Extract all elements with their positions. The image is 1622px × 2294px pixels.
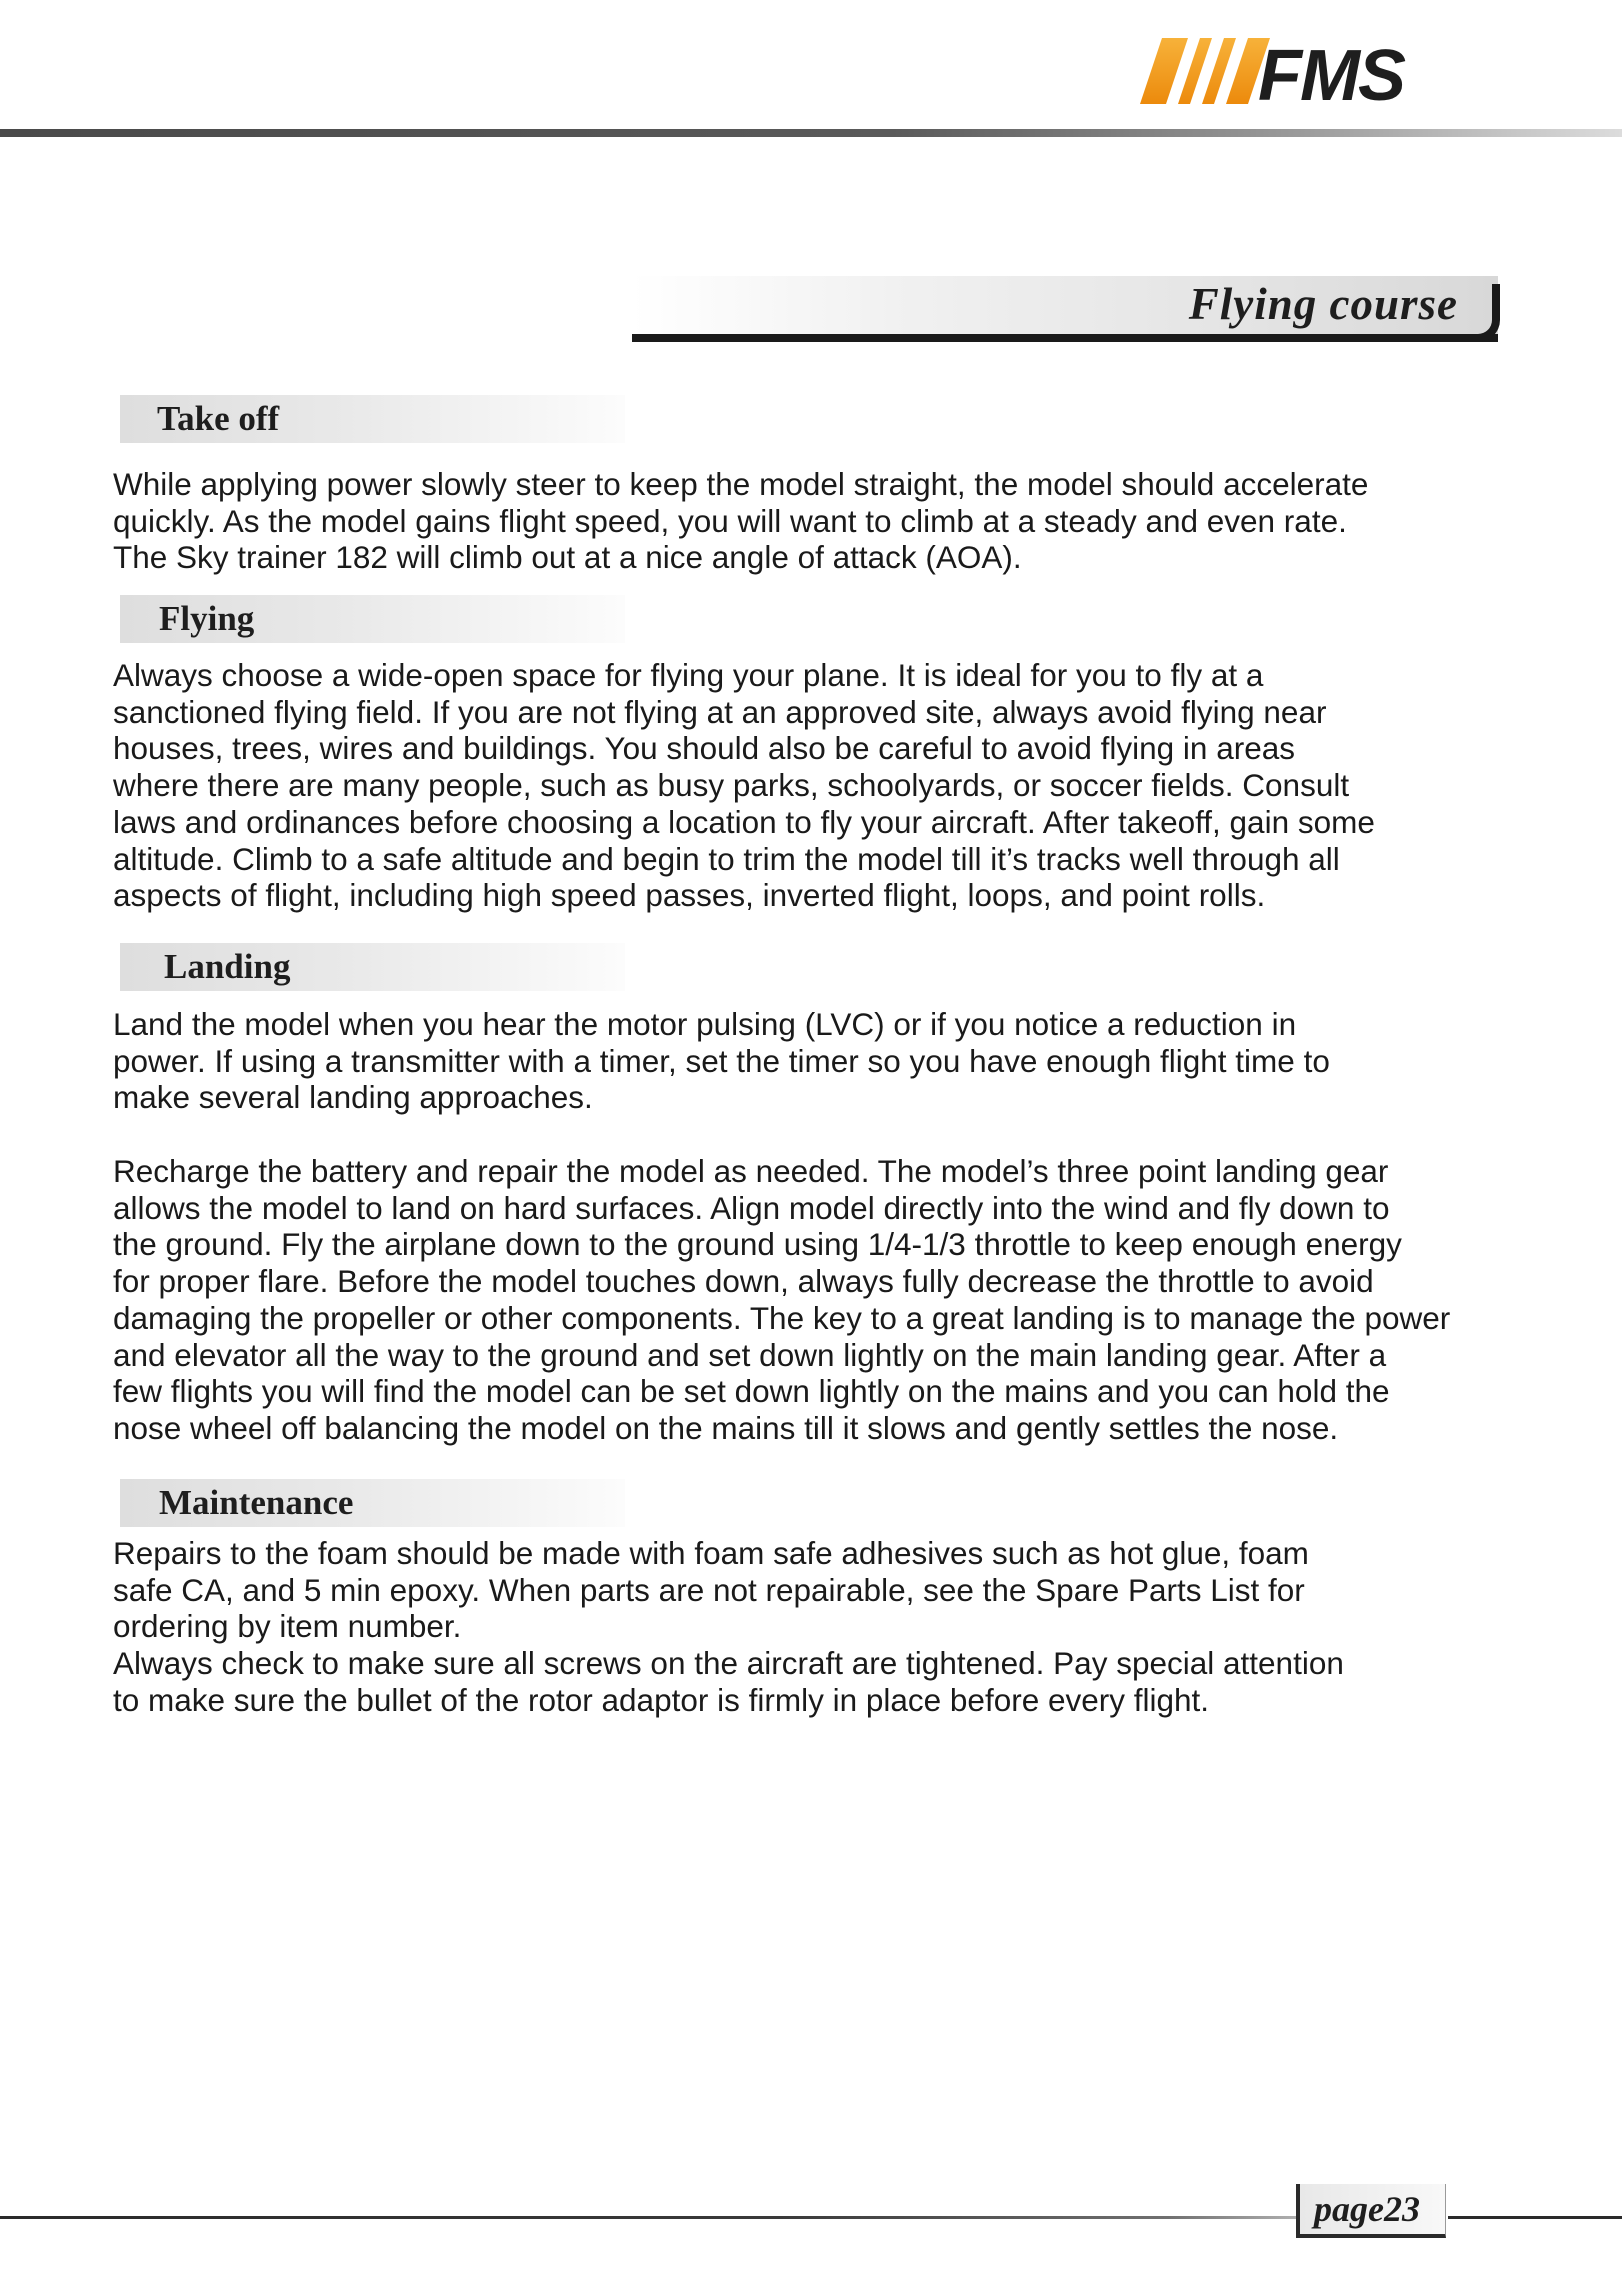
text-line: Always check to make sure all screws on the aircraft are tightened. Pay special attention [113, 1645, 1344, 1682]
text-line: Repairs to the foam should be made with foam safe adhesives such as hot glue, foam [113, 1535, 1309, 1571]
subheading-maintenance [120, 1479, 625, 1527]
subheading-label: Take off [157, 399, 280, 438]
subheading-take-off [120, 395, 625, 443]
paragraph-landing-1 [113, 1006, 1593, 1116]
subheading-label: Maintenance [159, 1483, 354, 1522]
section-banner-underline [632, 334, 1498, 342]
footer-rule-right [1448, 2216, 1622, 2219]
text-line: damaging the propeller or other components. The key to a great landing is to manage the power [113, 1299, 1451, 1336]
text-line: and elevator all the way to the ground and set down lightly on the main landing gear. After a [113, 1336, 1387, 1373]
text-line: The Sky trainer 182 will climb out at a nice angle of attack (AOA). [113, 539, 1022, 576]
text-line: aspects of flight, including high speed passes, inverted flight, loops, and point rolls. [113, 877, 1266, 914]
footer-rule [0, 2216, 1298, 2219]
text-line: houses, trees, wires and buildings. You should also be careful to avoid flying in areas [113, 730, 1295, 767]
subheading-landing [120, 943, 625, 991]
subheading-flying [120, 595, 625, 643]
text-line: few flights you will find the model can be set down lightly on the mains and you can hold the [113, 1373, 1390, 1410]
text-line: Recharge the battery and repair the model as needed. The model’s three point landing gear [113, 1153, 1389, 1189]
fms-logo-text: FMS [1258, 36, 1404, 110]
text-line: allows the model to land on hard surfaces. Align model directly into the wind and fly down to [113, 1189, 1390, 1226]
text-line: quickly. As the model gains flight speed, you will want to climb at a steady and even rate. [113, 502, 1347, 539]
text-line: While applying power slowly steer to keep the model straight, the model should accelerate [113, 466, 1369, 502]
paragraph-flying [113, 657, 1593, 914]
subheading-label: Flying [159, 599, 255, 638]
paragraph-maintenance [113, 1535, 1593, 1719]
text-line: safe CA, and 5 min epoxy. When parts are not repairable, see the Spare Parts List for [113, 1571, 1305, 1608]
fms-logo [1140, 34, 1470, 110]
section-banner [632, 272, 1512, 346]
text-line: laws and ordinances before choosing a location to fly your aircraft. After takeoff, gain some [113, 803, 1375, 840]
text-line: ordering by item number. [113, 1608, 462, 1645]
text-line: where there are many people, such as busy parks, schoolyards, or soccer fields. Consult [113, 767, 1350, 804]
paragraph-take-off [113, 466, 1593, 576]
page-number-box [1296, 2184, 1446, 2238]
text-line: power. If using a transmitter with a timer, set the timer so you have enough flight time to [113, 1042, 1330, 1079]
text-line: for proper flare. Before the model touches down, always fully decrease the throttle to avoid [113, 1263, 1374, 1300]
paragraph-landing-2 [113, 1153, 1593, 1447]
subheading-label: Landing [164, 947, 291, 986]
text-line: Always choose a wide-open space for flying your plane. It is ideal for you to fly at a [113, 657, 1264, 693]
text-line: altitude. Climb to a safe altitude and begin to trim the model till it’s tracks well through all [113, 840, 1340, 877]
text-line: nose wheel off balancing the model on the mains till it slows and gently settles the nose. [113, 1409, 1339, 1446]
text-line: sanctioned flying field. If you are not flying at an approved site, always avoid flying near [113, 693, 1327, 730]
page-number: page23 [1314, 2189, 1420, 2229]
section-title: Flying course [1188, 279, 1458, 329]
text-line: the ground. Fly the airplane down to the ground using 1/4-1/3 throttle to keep enough energy [113, 1226, 1402, 1263]
fms-logo-mark [1140, 34, 1470, 110]
text-line: to make sure the bullet of the rotor adaptor is firmly in place before every flight. [113, 1681, 1210, 1718]
text-line: make several landing approaches. [113, 1079, 593, 1116]
header-rule [0, 129, 1622, 137]
text-line: Land the model when you hear the motor pulsing (LVC) or if you notice a reduction in [113, 1006, 1297, 1042]
